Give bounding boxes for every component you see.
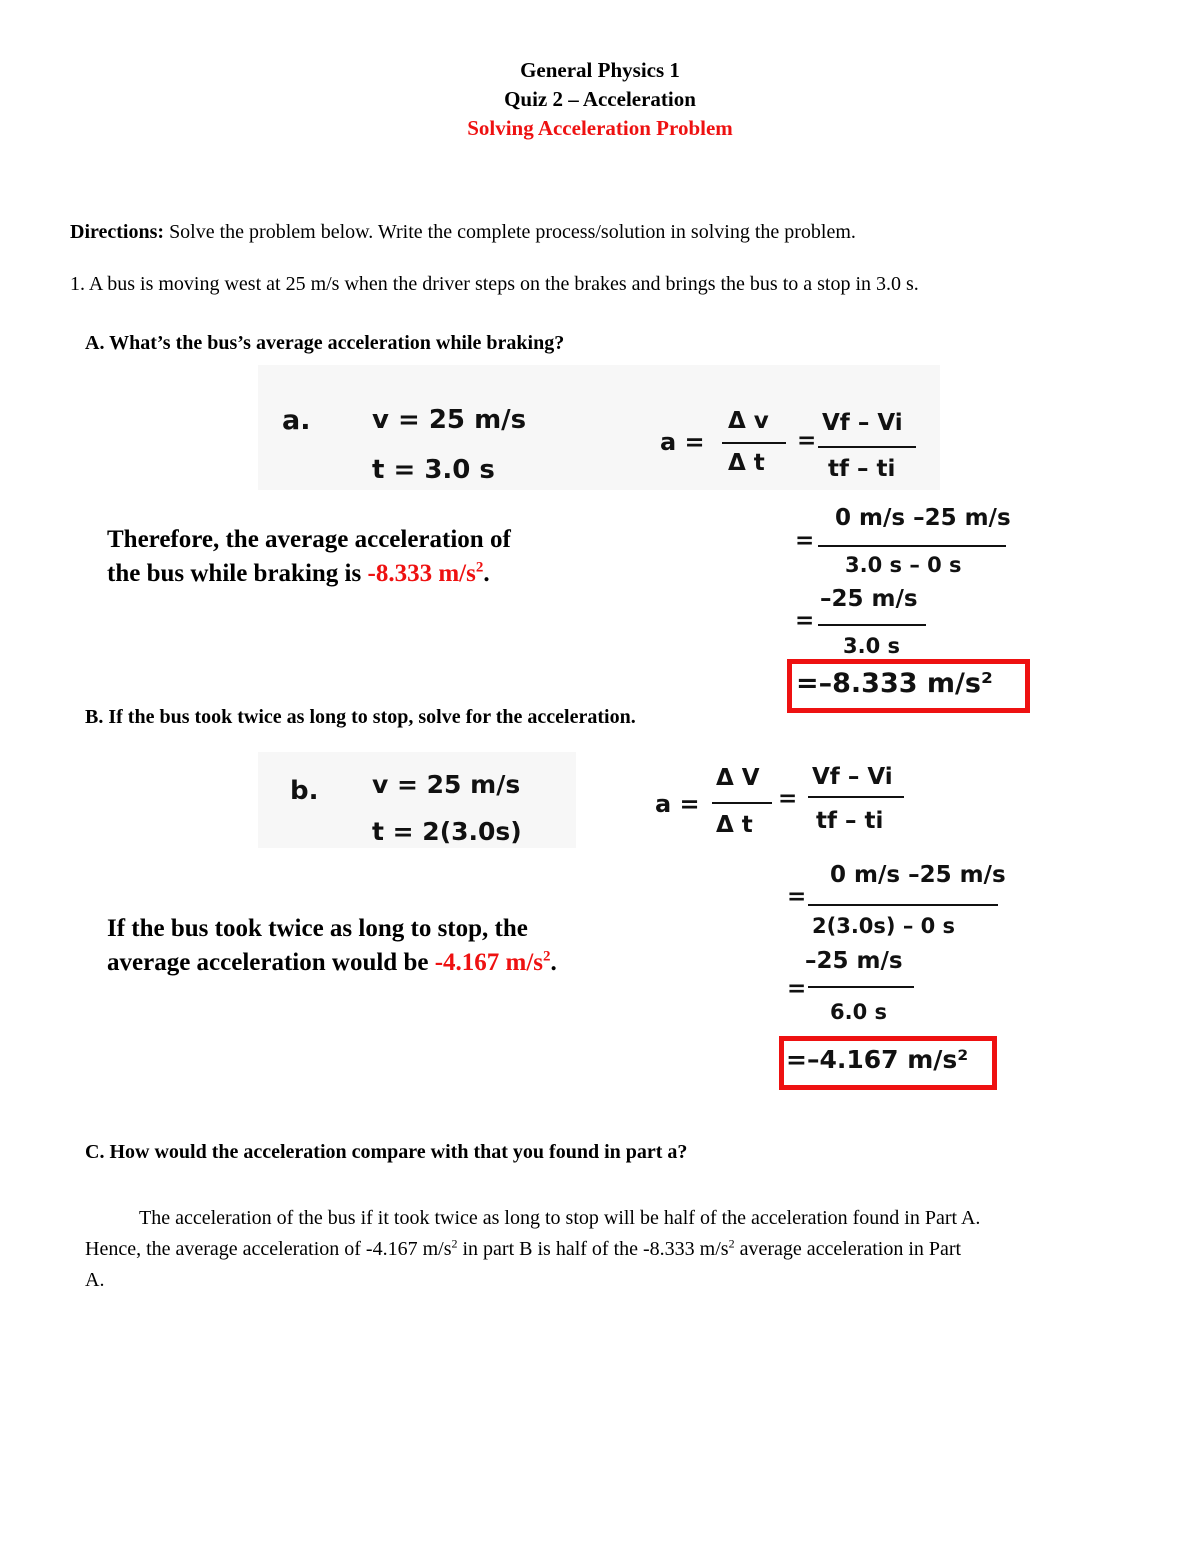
part-c-answer-line-1: The acceleration of the bus if it took twice as long to stop will be half of the acceleration found in Part A.: [139, 1207, 981, 1229]
part-a-numerator-3: –25 m/s: [820, 586, 918, 612]
part-a-result: =–8.333 m/s²: [796, 668, 993, 699]
part-a-answer-exponent: 2: [475, 559, 484, 576]
part-a-fraction-line-3: [818, 545, 1006, 547]
part-a-answer-value: [368, 560, 484, 587]
part-b-conclusion: [107, 912, 557, 980]
part-a-given-time: t = 3.0 s: [372, 455, 495, 485]
part-a-conclusion-prefix: the bus while braking is: [107, 560, 368, 587]
part-c-answer-segment-3: average acceleration in Part: [734, 1238, 962, 1260]
part-b-answer-value: [435, 949, 551, 976]
part-b-given-time: t = 2(3.0s): [372, 817, 522, 846]
part-c-answer-segment-2: in part B is half of the -8.333 m/s: [457, 1238, 729, 1260]
part-c-answer: [85, 1203, 1145, 1296]
part-a-equals-1: =: [797, 428, 817, 454]
part-c-answer-line-3: A.: [85, 1269, 105, 1291]
directions-label: Directions:: [70, 221, 165, 243]
page-subtitle: Solving Acceleration Problem: [467, 116, 733, 140]
part-b-fraction-line-4: [808, 986, 914, 988]
part-a-fraction-line-2: [818, 446, 916, 448]
part-a-fraction-line-4: [818, 624, 926, 626]
part-c-exponent-2: 2: [728, 1236, 735, 1251]
part-b-conclusion-line-1: If the bus took twice as long to stop, the: [107, 915, 528, 942]
course-title: General Physics 1: [520, 58, 680, 82]
part-b-answer-exponent: 2: [543, 948, 551, 965]
part-b-answer-number: -4.167 m/s: [434, 949, 544, 976]
part-a-fraction-line-1: [722, 442, 786, 444]
part-a-given-label: a.: [282, 405, 311, 436]
part-a-vf-vi: Vf – Vi: [822, 410, 903, 436]
part-a-conclusion: [107, 523, 511, 591]
problem-statement: 1. A bus is moving west at 25 m/s when the driver steps on the brakes and brings the bus to a stop in 3.0 s.: [70, 273, 919, 295]
part-b-a-equals: a =: [655, 790, 700, 818]
part-a-conclusion-line-1: Therefore, the average acceleration of: [107, 526, 511, 553]
part-a-denominator-3: 3.0 s: [843, 634, 901, 658]
part-a-numerator-2: 0 m/s –25 m/s: [835, 505, 1011, 531]
part-b-question: B. If the bus took twice as long to stop, solve for the acceleration.: [85, 706, 636, 728]
part-a-conclusion-line-2: [107, 557, 511, 591]
part-b-denominator-2: 2(3.0s) – 0 s: [812, 914, 956, 938]
part-b-equals-2: =: [787, 884, 807, 910]
part-a-tf-ti: tf – ti: [828, 456, 896, 482]
part-b-numerator-3: –25 m/s: [805, 948, 903, 974]
part-b-delta-t: Δ t: [716, 812, 753, 838]
part-a-conclusion-end: .: [483, 560, 490, 587]
directions-text: Solve the problem below. Write the complete process/solution in solving the problem.: [164, 221, 856, 243]
part-c-exponent-1: 2: [451, 1236, 458, 1251]
part-c-answer-line-2: [85, 1234, 1145, 1265]
part-b-vf-vi: Vf – Vi: [812, 764, 893, 790]
part-b-equals-1: =: [778, 786, 798, 812]
part-b-equals-3: =: [787, 976, 807, 1002]
part-b-conclusion-prefix: average acceleration would be: [107, 949, 435, 976]
part-a-denominator-2: 3.0 s – 0 s: [845, 553, 962, 577]
part-b-fraction-line-2: [808, 796, 904, 798]
part-b-numerator-2: 0 m/s –25 m/s: [830, 862, 1006, 888]
part-b-given-velocity: v = 25 m/s: [372, 770, 521, 799]
part-a-delta-t: Δ t: [728, 450, 765, 476]
part-b-tf-ti: tf – ti: [816, 808, 884, 834]
part-c-answer-segment-1: Hence, the average acceleration of -4.167 m/s: [85, 1238, 452, 1260]
part-b-conclusion-line-2: [107, 946, 557, 980]
part-b-fraction-line-3: [808, 904, 998, 906]
directions: [70, 221, 856, 244]
part-a-a-equals: a =: [660, 428, 705, 456]
part-a-given-velocity: v = 25 m/s: [372, 405, 527, 435]
part-b-denominator-3: 6.0 s: [830, 1000, 888, 1024]
part-a-question: A. What’s the bus’s average acceleration while braking?: [85, 332, 565, 354]
part-b-conclusion-end: .: [550, 949, 557, 976]
quiz-title: Quiz 2 – Acceleration: [504, 87, 696, 111]
part-a-equals-2: =: [795, 528, 815, 554]
part-a-equals-3: =: [795, 608, 815, 634]
part-c-question: C. How would the acceleration compare with that you found in part a?: [85, 1141, 688, 1163]
part-a-answer-number: -8.333 m/s: [367, 560, 476, 587]
part-b-delta-v: Δ V: [716, 765, 760, 791]
part-b-given-label: b.: [290, 776, 319, 806]
part-b-fraction-line-1: [712, 802, 772, 804]
part-a-delta-v: Δ v: [728, 408, 769, 434]
part-b-result: =–4.167 m/s²: [786, 1045, 969, 1074]
